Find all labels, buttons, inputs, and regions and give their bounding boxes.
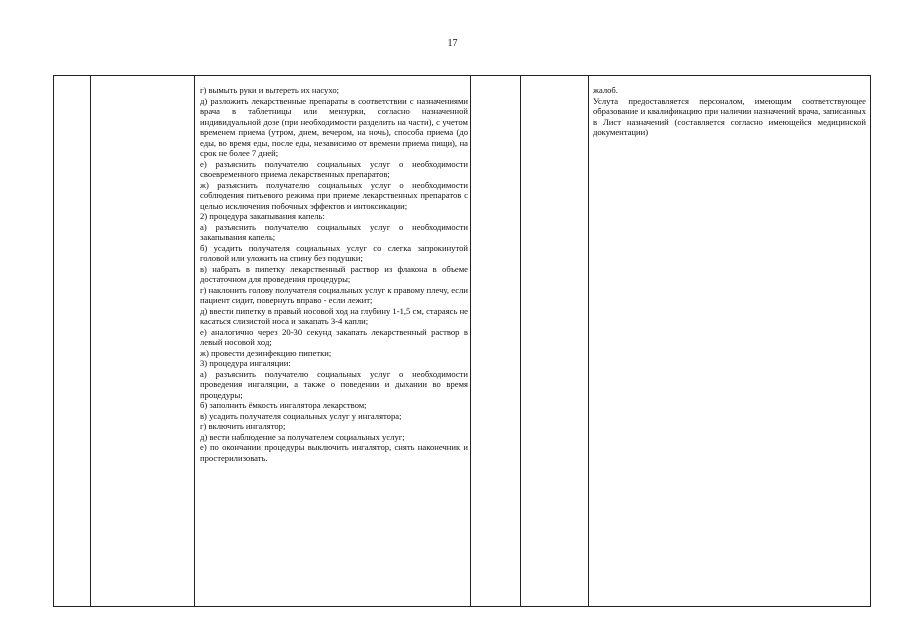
page-number: 17	[447, 38, 458, 49]
procedure-line: б) заполнить ёмкость ингалятора лекарством;	[200, 400, 367, 410]
procedure-line: д) вести наблюдение за получателем социальных услуг;	[200, 431, 405, 442]
procedure-line: в) набрать в пипетку лекарственный раствор из флакона в объеме достаточном для проведения процедуры;	[200, 263, 468, 284]
procedure-line: е) по окончании процедуры выключить ингалятор, снять наконечник и простерилизовать.	[200, 442, 468, 463]
document-table	[53, 75, 871, 607]
procedure-line: ж) разъяснить получателю социальных услуг о необходимости соблюдения питьевого режима при приеме лекарственных препаратов с целью исключения побочных эффектов и интоксикации;	[200, 179, 468, 211]
procedure-line: 2) процедура закапывания капель:	[200, 211, 325, 221]
procedure-line: г) наклонить голову получателя социальных услуг к правому плечу, если пациент сидит, повернуть вправо - если лежит;	[200, 284, 468, 305]
procedure-line: б) усадить получателя социальных услуг со слегка запрокинутой головой или уложить на спину без подушки;	[200, 242, 468, 263]
procedure-line: ж) провести дезинфекцию пипетки;	[200, 347, 332, 358]
column-divider-3	[470, 76, 471, 606]
procedure-line: а) разъяснить получателю социальных услуг о необходимости проведения ингаляции, а также о поведении и дыхании во время процедуры;	[200, 368, 468, 400]
column-divider-1	[90, 76, 91, 606]
procedure-line: 3) процедура ингаляции:	[200, 358, 291, 368]
service-conditions-cell	[593, 85, 866, 138]
procedure-line: г) вымыть руки и вытереть их насухо;	[200, 85, 339, 95]
procedure-line: г) включить ингалятор;	[200, 421, 286, 431]
procedure-line: е) разъяснить получателю социальных услуг о необходимости своевременного приема лекарственных препаратов;	[200, 158, 468, 179]
procedure-description-cell	[200, 85, 468, 463]
procedure-line: е) аналогично через 20-30 секунд закапать лекарственный раствор в левый носовой ход;	[200, 326, 468, 347]
procedure-line: д) ввести пипетку в правый носовой ход на глубину 1-1,5 см, стараясь не касаться слизистой носа и закапать 3-4 капли;	[200, 305, 468, 326]
column-divider-5	[588, 76, 589, 606]
procedure-line: а) разъяснить получателю социальных услуг о необходимости закапывания капель;	[200, 221, 468, 242]
procedure-line: д) разложить лекарственные препараты в соответствии с назначениями врача в таблетницы или мензурки, согласно назначенной индивидуальной дозе (при необходимости разделить на части), с учетом временем приема (утром, днем, вечером, на ночь), способа приема (до еды, во время еды, после еды, независимо от времени приема пищи), на срок не более 7 дней;	[200, 95, 468, 158]
column-divider-2	[194, 76, 195, 606]
procedure-line: в) усадить получателя социальных услуг у ингалятора;	[200, 410, 402, 421]
column-divider-4	[520, 76, 521, 606]
conditions-line: Услута предоставляется персоналом, имеющим соответствующее образование и квалификацию при наличии назначений врача, записанных в Лист назначений (составляется согласно имеющейся медицинской документации)	[593, 95, 866, 137]
conditions-line: жалоб.	[593, 85, 618, 95]
